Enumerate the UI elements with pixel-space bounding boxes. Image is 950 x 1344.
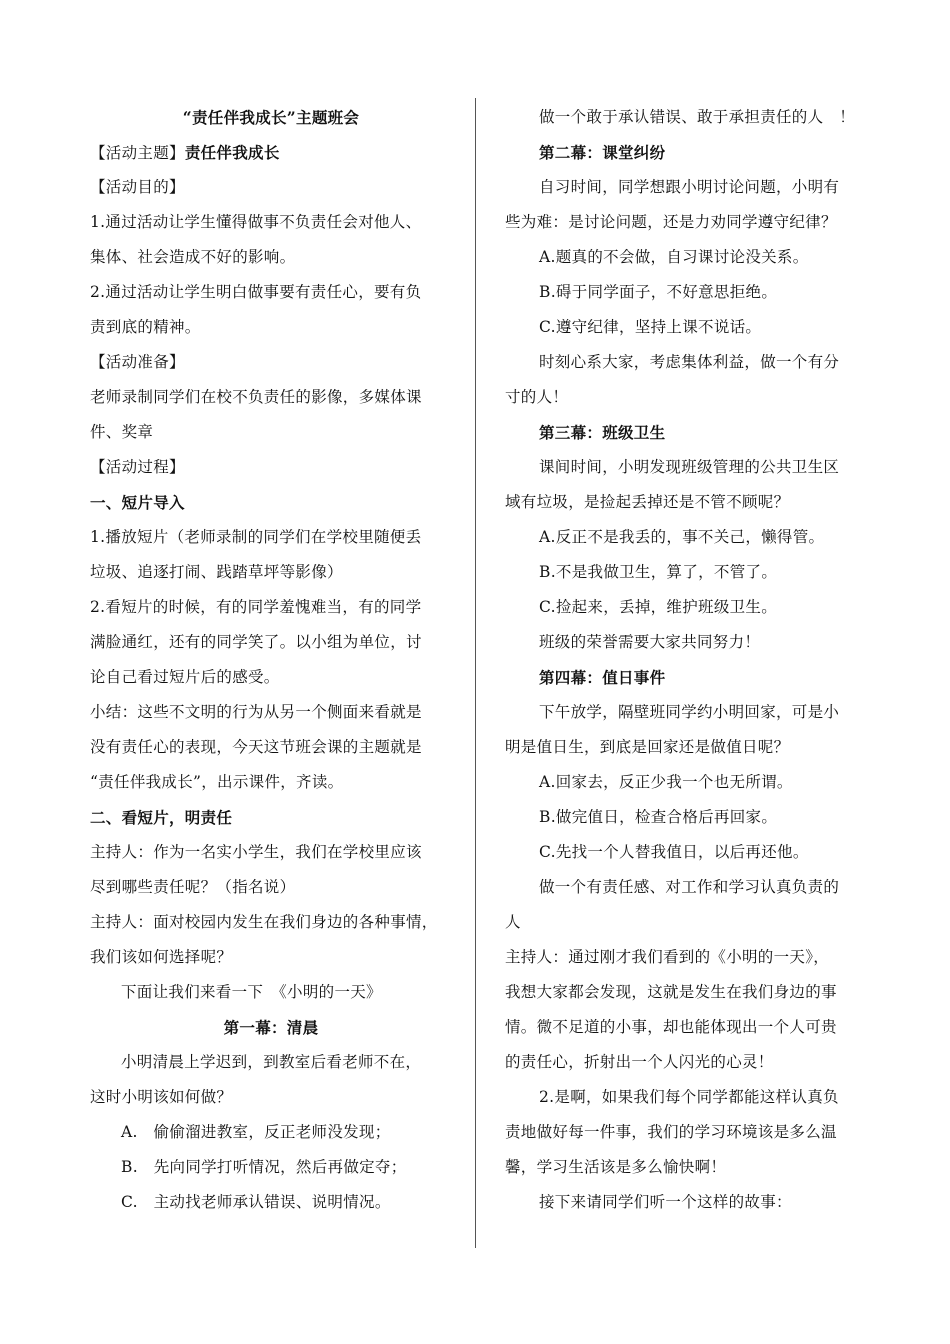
s1-item-2-line-1: 2.看短片的时候，有的同学羞愧难当，有的同学 <box>90 598 422 616</box>
act-2-option-a: A.题真的不会做，自习课讨论没关系。 <box>539 248 809 266</box>
act-1-line-2: 这时小明该如何做？ <box>90 1088 233 1106</box>
act-3-option-a: A.反正不是我丢的，事不关己，懒得管。 <box>539 528 825 546</box>
act-3-line-2: 域有垃圾，是捡起丢掉还是不管不顾呢？ <box>505 493 790 511</box>
s1-item-1-line-1: 1.播放短片（老师录制的同学们在学校里随便丢 <box>90 528 422 546</box>
host-3-line-2: 我想大家都会发现，这就是发生在我们身边的事 <box>505 983 837 1001</box>
purpose-2-line-1: 2.通过活动让学生明白做事要有责任心，要有负 <box>90 283 422 301</box>
act-4-line-1: 下午放学，隔壁班同学约小明回家，可是小 <box>539 703 840 721</box>
section-1-heading: 一、短片导入 <box>90 493 185 512</box>
act-3-title: 第三幕：班级卫生 <box>539 423 666 442</box>
intro-line: 下面让我们来看一下 《小明的一天》 <box>121 983 382 1001</box>
act-4-option-c: C.先找一个人替我值日，以后再还他。 <box>539 843 809 861</box>
host-3-line-1: 主持人：通过刚才我们看到的《小明的一天》， <box>505 948 830 966</box>
para-2-line-3: 馨，学习生活该是多么愉快啊！ <box>505 1158 727 1176</box>
theme-line <box>90 135 452 170</box>
act-2-title: 第二幕：课堂纠纷 <box>539 143 666 162</box>
para-2-line-2: 责地做好每一件事，我们的学习环境该是多么温 <box>505 1123 837 1141</box>
act-4-line-2: 明是值日生，到底是回家还是做值日呢？ <box>505 738 790 756</box>
host-3-line-3: 情。微不足道的小事，却也能体现出一个人可贵 <box>505 1018 837 1036</box>
s1-item-1-line-2: 垃圾、追逐打闹、践踏草坪等影像） <box>90 563 343 581</box>
prep-line-2: 件、奖章 <box>90 423 154 441</box>
process-label: 【活动过程】 <box>90 458 185 476</box>
act-4-conclusion-line-1: 做一个有责任感、对工作和学习认真负责的 <box>539 878 840 896</box>
prep-line-1: 老师录制同学们在校不负责任的影像，多媒体课 <box>90 388 422 406</box>
act-4-option-a: A.回家去，反正少我一个也无所谓。 <box>539 773 793 791</box>
act-3-conclusion: 班级的荣誉需要大家共同努力！ <box>539 633 761 651</box>
purpose-1-line-1: 1.通过活动让学生懂得做事不负责任会对他人、 <box>90 213 422 231</box>
para-2-line-1: 2.是啊，如果我们每个同学都能这样认真负 <box>539 1088 839 1106</box>
column-divider <box>475 98 476 1248</box>
act-2-option-b: B.碍于同学面子，不好意思拒绝。 <box>539 283 778 301</box>
purpose-2-line-2: 责到底的精神。 <box>90 318 201 336</box>
document-title: “责任伴我成长”主题班会 <box>182 108 360 127</box>
purpose-1-line-2: 集体、社会造成不好的影响。 <box>90 248 296 266</box>
act-2-option-c: C.遵守纪律，坚持上课不说话。 <box>539 318 762 336</box>
act-1-option-a: A. 偷偷溜进教室，反正老师没发现； <box>121 1123 391 1141</box>
section-2-heading: 二、看短片，明责任 <box>90 808 233 827</box>
act-2-conclusion-line-2: 寸的人！ <box>505 388 569 406</box>
left-column <box>90 100 452 1220</box>
act-4-conclusion-line-2: 人 <box>505 913 521 931</box>
act-2-conclusion-line-1: 时刻心系大家，考虑集体利益，做一个有分 <box>539 353 840 371</box>
s1-item-2-line-2: 满脸通红，还有的同学笑了。以小组为单位，讨 <box>90 633 422 651</box>
host-1-line-1: 主持人：作为一名实小学生，我们在学校里应该 <box>90 843 422 861</box>
act-3-line-1: 课间时间，小明发现班级管理的公共卫生区 <box>539 458 840 476</box>
act-1-line-1: 小明清晨上学迟到，到教室后看老师不在， <box>121 1053 422 1071</box>
act-1-option-b: B. 先向同学打听情况，然后再做定夺； <box>121 1158 407 1176</box>
host-2-line-2: 我们该如何选择呢？ <box>90 948 233 966</box>
act-4-title: 第四幕：值日事件 <box>539 668 666 687</box>
theme-value: 责任伴我成长 <box>184 143 280 162</box>
act-2-line-2: 些为难：是讨论问题，还是力劝同学遵守纪律？ <box>505 213 837 231</box>
act-3-option-b: B.不是我做卫生，算了，不管了。 <box>539 563 778 581</box>
act-1-conclusion: 做一个敢于承认错误、敢于承担责任的人 ！ <box>539 108 856 126</box>
act-1-title: 第一幕：清晨 <box>223 1018 319 1037</box>
summary-line-2: 没有责任心的表现，今天这节班会课的主题就是 <box>90 738 422 756</box>
host-3-line-4: 的责任心，折射出一个人闪光的心灵！ <box>505 1053 774 1071</box>
s1-item-2-line-3: 论自己看过短片后的感受。 <box>90 668 280 686</box>
act-1-option-c: C. 主动找老师承认错误、说明情况。 <box>121 1193 391 1211</box>
story-intro: 接下来请同学们听一个这样的故事： <box>539 1193 792 1211</box>
act-3-option-c: C.捡起来，丢掉，维护班级卫生。 <box>539 598 778 616</box>
host-1-line-2: 尽到哪些责任呢？（指名说） <box>90 878 296 896</box>
host-2-line-1: 主持人：面对校园内发生在我们身边的各种事情， <box>90 913 438 931</box>
purpose-label: 【活动目的】 <box>90 178 185 196</box>
theme-label: 【活动主题】 <box>90 144 185 162</box>
act-2-line-1: 自习时间，同学想跟小明讨论问题，小明有 <box>539 178 840 196</box>
summary-line-1: 小结：这些不文明的行为从另一个侧面来看就是 <box>90 703 422 721</box>
act-4-option-b: B.做完值日，检查合格后再回家。 <box>539 808 778 826</box>
summary-line-3: “责任伴我成长”，出示课件，齐读。 <box>90 773 344 791</box>
right-column <box>505 100 857 1220</box>
prep-label: 【活动准备】 <box>90 353 185 371</box>
